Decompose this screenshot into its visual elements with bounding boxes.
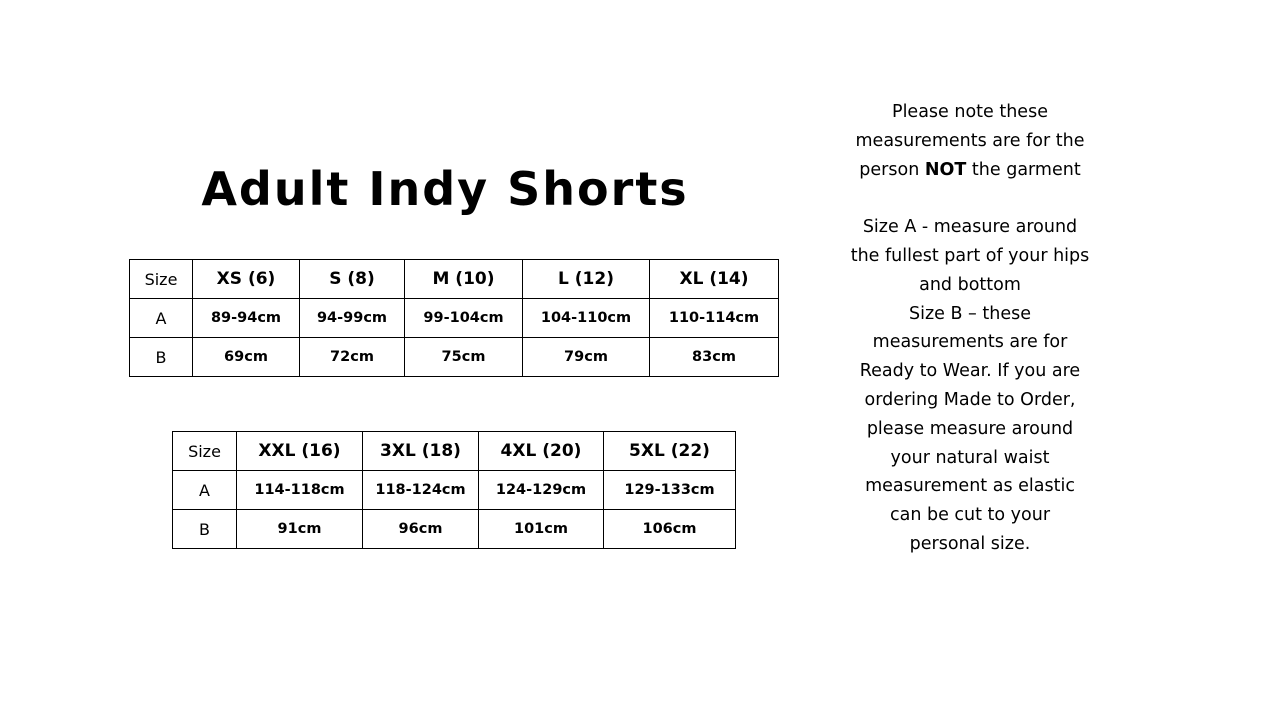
table-cell: 118-124cm (363, 471, 479, 510)
table-cell: 99-104cm (405, 299, 523, 338)
table-cell: 83cm (650, 338, 779, 377)
note-person-not-garment (850, 98, 1090, 184)
note-size-a: Size A - measure around the fullest part of your hips and bottom (850, 217, 1090, 295)
header-cell: Size (173, 432, 237, 471)
header-cell: 5XL (22) (604, 432, 736, 471)
table-cell: 72cm (300, 338, 405, 377)
header-cell: L (12) (523, 260, 650, 299)
size-table-standard (129, 259, 779, 377)
table-cell: 124-129cm (479, 471, 604, 510)
table-cell: 104-110cm (523, 299, 650, 338)
table-cell: 79cm (523, 338, 650, 377)
table-cell: 89-94cm (193, 299, 300, 338)
note-emphasis: NOT (924, 159, 967, 180)
table-row (173, 510, 736, 549)
header-cell: XS (6) (193, 260, 300, 299)
table-row (130, 338, 779, 377)
table-cell: 110-114cm (650, 299, 779, 338)
row-label: B (130, 338, 193, 377)
row-label: B (173, 510, 237, 549)
table-row (130, 299, 779, 338)
table-cell: 69cm (193, 338, 300, 377)
note-size-b: Size B – these measurements are for Ready to Wear. If you are ordering Made to Order, please measure around your natural waist measurement as elastic can be cut to your personal size. (859, 303, 1081, 554)
table-row (173, 471, 736, 510)
table-cell: 106cm (604, 510, 736, 549)
header-cell: 4XL (20) (479, 432, 604, 471)
header-cell: XXL (16) (237, 432, 363, 471)
table-cell: 94-99cm (300, 299, 405, 338)
note-text: Please note these measurements are for the person (855, 102, 1085, 180)
table-cell: 91cm (237, 510, 363, 549)
table-cell: 114-118cm (237, 471, 363, 510)
page-title: Adult Indy Shorts (201, 162, 689, 216)
header-cell: S (8) (300, 260, 405, 299)
header-cell: M (10) (405, 260, 523, 299)
size-table-extended (172, 431, 736, 549)
spacer (850, 184, 1090, 213)
note-text: the garment (971, 159, 1081, 180)
table-cell: 129-133cm (604, 471, 736, 510)
header-cell: XL (14) (650, 260, 779, 299)
row-label: A (130, 299, 193, 338)
table-header-row (130, 260, 779, 299)
measurement-notes (850, 98, 1090, 559)
header-cell: Size (130, 260, 193, 299)
table-cell: 101cm (479, 510, 604, 549)
table-cell: 96cm (363, 510, 479, 549)
table-header-row (173, 432, 736, 471)
header-cell: 3XL (18) (363, 432, 479, 471)
table-cell: 75cm (405, 338, 523, 377)
row-label: A (173, 471, 237, 510)
